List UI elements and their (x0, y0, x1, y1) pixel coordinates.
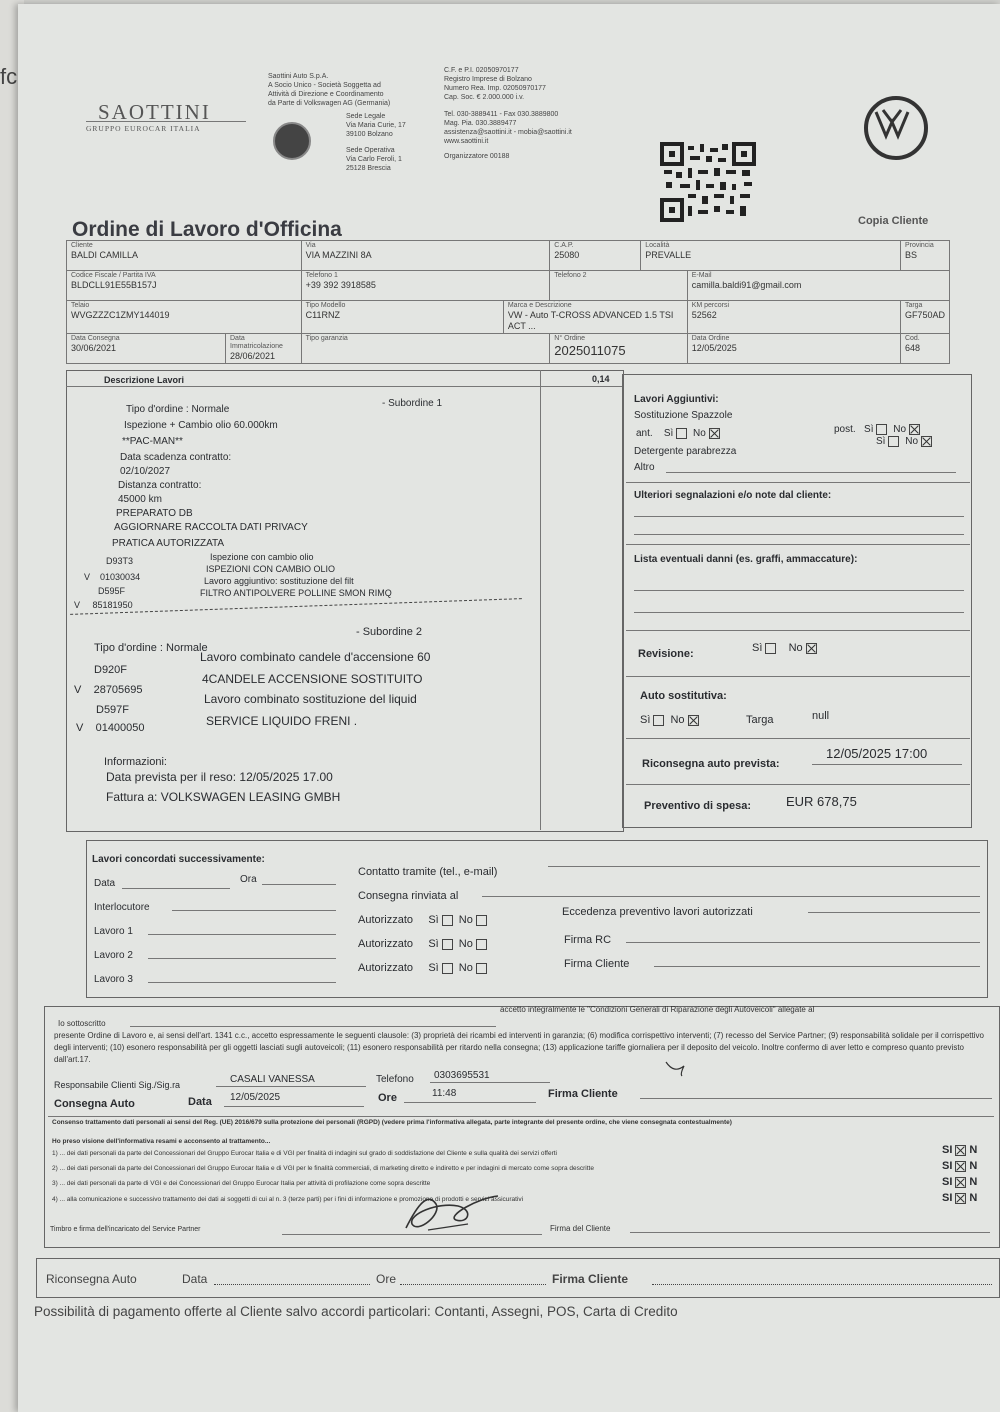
invoice-to: Fattura a: VOLKSWAGEN LEASING GMBH (106, 790, 341, 804)
section-line (626, 544, 970, 545)
delivery-time-value: 11:48 (432, 1088, 457, 1099)
delivery-date: 30/06/2021 (71, 343, 117, 353)
sub2-code-desc: Lavoro combinato candele d'accensione 60 (200, 650, 431, 664)
excess-estimate-line (808, 912, 980, 913)
sub2-code-row: D597F (96, 704, 130, 716)
alfa-emblem-icon (273, 122, 311, 160)
detergent-no-checkbox[interactable] (921, 436, 932, 447)
return-date-label: Data (182, 1272, 208, 1286)
contact-line (548, 866, 980, 867)
partner-stamp-label: Timbro e firma dell'incaricato del Service Partner (50, 1226, 201, 1233)
courtesy-car-no-checkbox[interactable] (688, 715, 699, 726)
sub1-line: PREPARATO DB (116, 508, 193, 519)
sub1-line: **PAC-MAN** (122, 436, 183, 447)
vehicle-km: 52562 (691, 310, 717, 320)
damage-list-label: Lista eventuali danni (es. graffi, ammaccature): (634, 554, 858, 565)
sub1-code-row: D93T3 (106, 556, 134, 566)
customer-name: BALDI CAMILLA (71, 250, 139, 260)
logo-divider (86, 121, 246, 122)
return-vehicle-label: Riconsegna Auto (46, 1272, 137, 1286)
courtesy-car-label: Auto sostitutiva: (640, 690, 727, 702)
revision-label: Revisione: (638, 648, 694, 660)
agreed-date-line (122, 888, 230, 889)
courtesy-plate-label: Targa (746, 714, 774, 726)
customer-notes-label: Ulteriori segnalazioni e/o note dal cliente: (634, 490, 832, 501)
section-line (626, 482, 970, 483)
authorized-1-si-checkbox[interactable] (442, 915, 453, 926)
work-header-label: Descrizione Lavori (104, 375, 185, 385)
responsible-phone: 0303695531 (434, 1070, 490, 1081)
customer-phone-1: +39 392 3918585 (305, 280, 376, 290)
privacy-item-4: 4) ... alla comunicazione e successivo trattamento dei dati ai soggetti di cui al n. 3 (terze parti) per i fini di informazione e promozione di prodotti e servizi assicurativi (52, 1196, 524, 1203)
privacy-consent-4: SI N (942, 1192, 978, 1204)
sub1-line: AGGIORNARE RACCOLTA DATI PRIVACY (114, 522, 308, 533)
order-code: 648 (904, 343, 920, 353)
work-3-label: Lavoro 3 (94, 974, 133, 985)
company-info-1: Saottini Auto S.p.A. A Socio Unico - Società Soggetta ad Attività di Direzione e Coordinamento da Parte di Volkswagen AG (Germania) (268, 73, 391, 107)
notes-line (634, 534, 964, 535)
customer-cap: 25080 (554, 250, 580, 260)
authorized-1-no-checkbox[interactable] (476, 915, 487, 926)
margin-text: fc (0, 64, 18, 89)
authorized-row-3: Autorizzato Sì No (358, 962, 490, 974)
expected-return-date: Data prevista per il reso: 12/05/2025 17.00 (106, 770, 333, 784)
authorized-3-no-checkbox[interactable] (476, 963, 487, 974)
section-line (626, 676, 970, 677)
privacy-consent-1: SI N (942, 1144, 978, 1156)
agreed-time-label: Ora (240, 874, 257, 885)
company-info-5: Tel. 030-3889411 - Fax 030.3889800 Mag. Pia. 030.3889477 assistenza@saottini.it - mobia@saottini.it www.saottini.it (444, 111, 572, 145)
front-wipers-options: ant. Sì No (636, 428, 723, 439)
privacy-item-2: 2) ... dei dati personali da parte del Concessionari del Gruppo Eurocar Italia e di VGI per le finalità commerciali, di marketing diretto e indiretto e per indagini di mercato come sopra descritte (52, 1165, 594, 1172)
legal-name-line (130, 1026, 496, 1027)
sub1-code-desc: FILTRO ANTIPOLVERE POLLINE SMON RIMQ (200, 588, 392, 598)
vehicle-chassis: WVGZZZC1ZMY144019 (71, 310, 170, 320)
revision-no-checkbox[interactable] (806, 643, 817, 654)
damage-line (634, 590, 964, 591)
responsible-phone-label: Telefono (376, 1074, 414, 1085)
company-info-2: Sede Legale Via Maria Curie, 17 39100 Bolzano (346, 113, 406, 138)
privacy-subtitle: Ho preso visione dell'informativa resami e acconsento al trattamento... (52, 1138, 271, 1145)
agreed-works-title: Lavori concordati successivamente: (92, 854, 265, 865)
customer-address: VIA MAZZINI 8A (305, 250, 372, 260)
work-3-line (148, 982, 336, 983)
return-box (36, 1258, 1000, 1298)
subordine-1-title: - Subordine 1 (382, 398, 443, 409)
customer-vehicle-table: Cliente BALDI CAMILLA Via VIA MAZZINI 8A C.A.P. 25080 Località PREVALLE Provincia BS Codice Fiscale / Partita IVA BLDCLL91E55B157J Telefono 1 +39 392 3918585 Telefono 2 E-Mail camilla.baldi91@gmail.com Telaio WVGZZZC1ZMY144019 Tipo Modello C11RNZ Marca e Descrizione VW - Auto T-CROSS ADVANCED 1.5 TSI ACT ... KM percorsi 52562 Targa GF750AD Data Consegna 30/06/2021 Data Immatricolazione 28/06/2021 Tipo garanzia N° Ordine 2025011075 Data Ordine 12/05/2025 Cod. 648 (66, 240, 950, 364)
registration-date: 28/06/2021 (230, 351, 276, 361)
sub2-code-desc: SERVICE LIQUIDO FRENI . (206, 714, 358, 728)
sub1-code-row: V 85181950 (74, 600, 133, 610)
work-1-line (148, 934, 336, 935)
privacy-consent-3: SI N (942, 1176, 978, 1188)
firma-rc-line (626, 942, 980, 943)
delivery-postponed-line (482, 896, 980, 897)
detergent-options: Sì No (876, 436, 935, 447)
revision-options: Sì No (752, 642, 820, 654)
sub1-line: 45000 km (118, 494, 162, 505)
delivery-postponed-label: Consegna rinviata al (358, 890, 459, 902)
front-wipers-si-checkbox[interactable] (676, 428, 687, 439)
damage-line (634, 612, 964, 613)
additional-works-title: Lavori Aggiuntivi: (634, 394, 719, 405)
vehicle-brand: VW - Auto T-CROSS ADVANCED 1.5 TSI ACT ... (507, 310, 674, 331)
responsible-label: Responsabile Clienti Sig./Sig.ra (54, 1080, 181, 1090)
authorized-2-no-checkbox[interactable] (476, 939, 487, 950)
revision-si-checkbox[interactable] (765, 643, 776, 654)
legal-clauses-text: presente Ordine di Lavoro e, ai sensi dell'art. 1341 c.c., accetto espressamente le seguenti clausole: (3) proprietà dei ricambi ed interventi in garanzia; (6) modifica corrispettivo interventi; (7) recesso del Service Partner; (9) responsabilità solidale per il corrispettivo degli interventi; (10) esonero responsabilità per gli oggetti lasciati sugli autoveicoli; (11) esonero responsabilità per ritardo nella consegna; (13) applicazione tariffe giornaliera per il deposito del veicolo. Inoltre confermo di aver letto e compreso quanto previsto dall'art.17. (54, 1031, 984, 1064)
sub2-code-row: D920F (94, 664, 128, 676)
privacy-consent-2: SI N (942, 1160, 978, 1172)
delivery-time-line (404, 1102, 536, 1103)
vehicle-delivery-label: Consegna Auto (54, 1098, 135, 1110)
order-number: 2025011075 (554, 343, 626, 358)
sub2-code-desc: Lavoro combinato sostituzione del liquid (204, 692, 417, 706)
partner-stamp-line (282, 1234, 542, 1235)
section-line (626, 630, 970, 631)
agreed-date-label: Data (94, 878, 116, 889)
expected-return-label: Riconsegna auto prevista: (642, 758, 780, 770)
customer-province: BS (904, 250, 917, 260)
privacy-title: Consenso trattamento dati personali ai sensi del Reg. (UE) 2016/679 sulla protezione dei personali (RGPD) (vedere prima l'informativa allegata, parte integrante del presente ordine, che viene consegnata contestualmente) (52, 1119, 732, 1126)
delivery-signature-label: Firma Cliente (548, 1088, 618, 1100)
return-time-line (400, 1284, 546, 1285)
courtesy-car-si-checkbox[interactable] (653, 715, 664, 726)
work-1-label: Lavoro 1 (94, 926, 133, 937)
delivery-date-value: 12/05/2025 (230, 1092, 281, 1103)
firma-rc-label: Firma RC (564, 934, 612, 946)
courtesy-plate-value: null (812, 710, 830, 722)
work-header-line (66, 386, 622, 387)
return-date-line (214, 1284, 370, 1285)
privacy-item-1: 1) ... dei dati personali da parte del Concessionari del Gruppo Eurocar Italia e di VGI per finalità di indagini sul grado di soddisfazione del Cliente e sulla qualità dei servizi offerti (52, 1150, 558, 1157)
sub1-line: Ispezione + Cambio olio 60.000km (124, 420, 278, 431)
privacy-1-si-checkbox[interactable] (955, 1145, 966, 1156)
delivery-time-label: Ore (378, 1092, 397, 1104)
expected-return-line (812, 764, 962, 765)
wiper-replacement: Sostituzione Spazzole (634, 410, 733, 421)
copy-label: Copia Cliente (858, 215, 929, 227)
small-signature-mark (660, 1058, 700, 1078)
estimate-value: EUR 678,75 (786, 794, 857, 809)
windshield-detergent: Detergente parabrezza (634, 446, 737, 457)
payment-methods: Possibilità di pagamento offerte al Cliente salvo accordi particolari: Contanti, Assegni, POS, Carta di Credito (34, 1304, 678, 1319)
section-line (626, 738, 970, 739)
delivery-date-label: Data (188, 1096, 212, 1108)
other-line (666, 472, 956, 473)
work-2-line (148, 958, 336, 959)
sub1-code-row: V 01030034 (84, 572, 141, 582)
interlocutor-line (172, 910, 336, 911)
sub2-code-desc: 4CANDELE ACCENSIONE SOSTITUITO (202, 672, 423, 686)
estimate-label: Preventivo di spesa: (644, 800, 751, 812)
return-signature-label: Firma Cliente (552, 1272, 629, 1286)
sub1-line: Data scadenza contratto: (120, 452, 232, 463)
privacy-3-si-checkbox[interactable] (955, 1177, 966, 1188)
return-signature-line (652, 1284, 992, 1285)
responsible-line (216, 1086, 366, 1087)
front-wipers-no-checkbox[interactable] (709, 428, 720, 439)
document-title: Ordine di Lavoro d'Officina (72, 218, 342, 241)
sub1-code-row: D595F (98, 586, 126, 596)
sub1-code-desc: ISPEZIONI CON CAMBIO OLIO (206, 564, 336, 574)
sub1-line: PRATICA AUTORIZZATA (112, 538, 225, 549)
detergent-si-checkbox[interactable] (888, 436, 899, 447)
customer-signature-line (630, 1232, 990, 1233)
work-header-right: 0,14 (592, 374, 610, 384)
sub1-code-desc: Ispezione con cambio olio (210, 552, 314, 562)
return-time-label: Ore (376, 1272, 397, 1286)
sub2-code-row: V 01400050 (76, 722, 145, 734)
sub2-order-type: Tipo d'ordine : Normale (94, 642, 208, 654)
authorized-row-2: Autorizzato Sì No (358, 938, 490, 950)
authorized-row-1: Autorizzato Sì No (358, 914, 490, 926)
work-box-divider (540, 370, 541, 830)
qr-code-icon (660, 142, 756, 222)
legal-intro-left: Io sottoscritto (58, 1019, 106, 1028)
sub2-code-row: V 28705695 (74, 684, 143, 696)
rear-wipers-si-checkbox[interactable] (876, 424, 887, 435)
excess-estimate-label: Eccedenza preventivo lavori autorizzati (562, 906, 753, 918)
rear-wipers-no-checkbox[interactable] (909, 424, 920, 435)
customer-signature-label: Firma del Cliente (550, 1224, 611, 1233)
sub1-code-desc: Lavoro aggiuntivo: sostituzione del filt (204, 576, 354, 586)
vehicle-model-type: C11RNZ (305, 310, 340, 320)
privacy-item-3: 3) ... dei dati personali da parte di VGI e dei Concessionari del Gruppo Eurocar Italia per attività di profilazione come sopra descritte (52, 1180, 431, 1187)
saottini-logo: SAOTTINI (98, 100, 211, 124)
order-date: 12/05/2025 (691, 343, 737, 353)
privacy-4-si-checkbox[interactable] (955, 1193, 966, 1204)
rear-wipers-options: post. Sì No (834, 424, 923, 435)
vehicle-plate: GF750AD (904, 310, 945, 320)
courtesy-car-options: Sì No (640, 714, 702, 726)
authorized-3-si-checkbox[interactable] (442, 963, 453, 974)
interlocutor-label: Interlocutore (94, 902, 150, 913)
responsible-phone-line (430, 1082, 550, 1083)
section-line (626, 784, 970, 785)
customer-signature (398, 1184, 508, 1240)
responsible-name: CASALI VANESSA (230, 1074, 315, 1085)
info-label: Informazioni: (104, 756, 167, 768)
authorized-2-si-checkbox[interactable] (442, 939, 453, 950)
sub1-line: Tipo d'ordine : Normale (126, 404, 230, 415)
privacy-divider (48, 1116, 994, 1117)
firma-cliente-label: Firma Cliente (564, 958, 630, 970)
company-info-4: C.F. e P.I. 02050970177 Registro Imprese di Bolzano Numero Rea. Imp. 02050970177 Cap. Soc. € 2.000.000 i.v. (444, 67, 546, 101)
work-2-label: Lavoro 2 (94, 950, 133, 961)
customer-email: camilla.baldi91@gmail.com (691, 280, 802, 290)
expected-return-value: 12/05/2025 17:00 (826, 746, 928, 761)
customer-tax-code: BLDCLL91E55B157J (71, 280, 157, 290)
volkswagen-logo-icon (864, 96, 928, 160)
notes-line (634, 516, 964, 517)
contact-label: Contatto tramite (tel., e-mail) (358, 866, 498, 878)
subordine-2-title: - Subordine 2 (356, 626, 423, 638)
other-label: Altro (634, 462, 655, 473)
company-info-3: Sede Operativa Via Carlo Feroli, 1 25128 Brescia (346, 147, 402, 172)
delivery-date-line (224, 1106, 364, 1107)
privacy-2-si-checkbox[interactable] (955, 1161, 966, 1172)
saottini-logo-sub: GRUPPO EUROCAR ITALIA (86, 124, 201, 133)
sub1-line: 02/10/2027 (120, 466, 171, 477)
company-info-6: Organizzatore 00188 (444, 153, 510, 160)
firma-cliente-line (654, 966, 980, 967)
delivery-signature-line (640, 1098, 992, 1099)
customer-city: PREVALLE (645, 250, 692, 260)
legal-intro-right: accetto integralmente le "Condizioni Generali di Riparazione degli Autoveicoli" allegate al (500, 1005, 815, 1014)
agreed-time-line (262, 884, 336, 885)
sub1-line: Distanza contratto: (118, 480, 202, 491)
